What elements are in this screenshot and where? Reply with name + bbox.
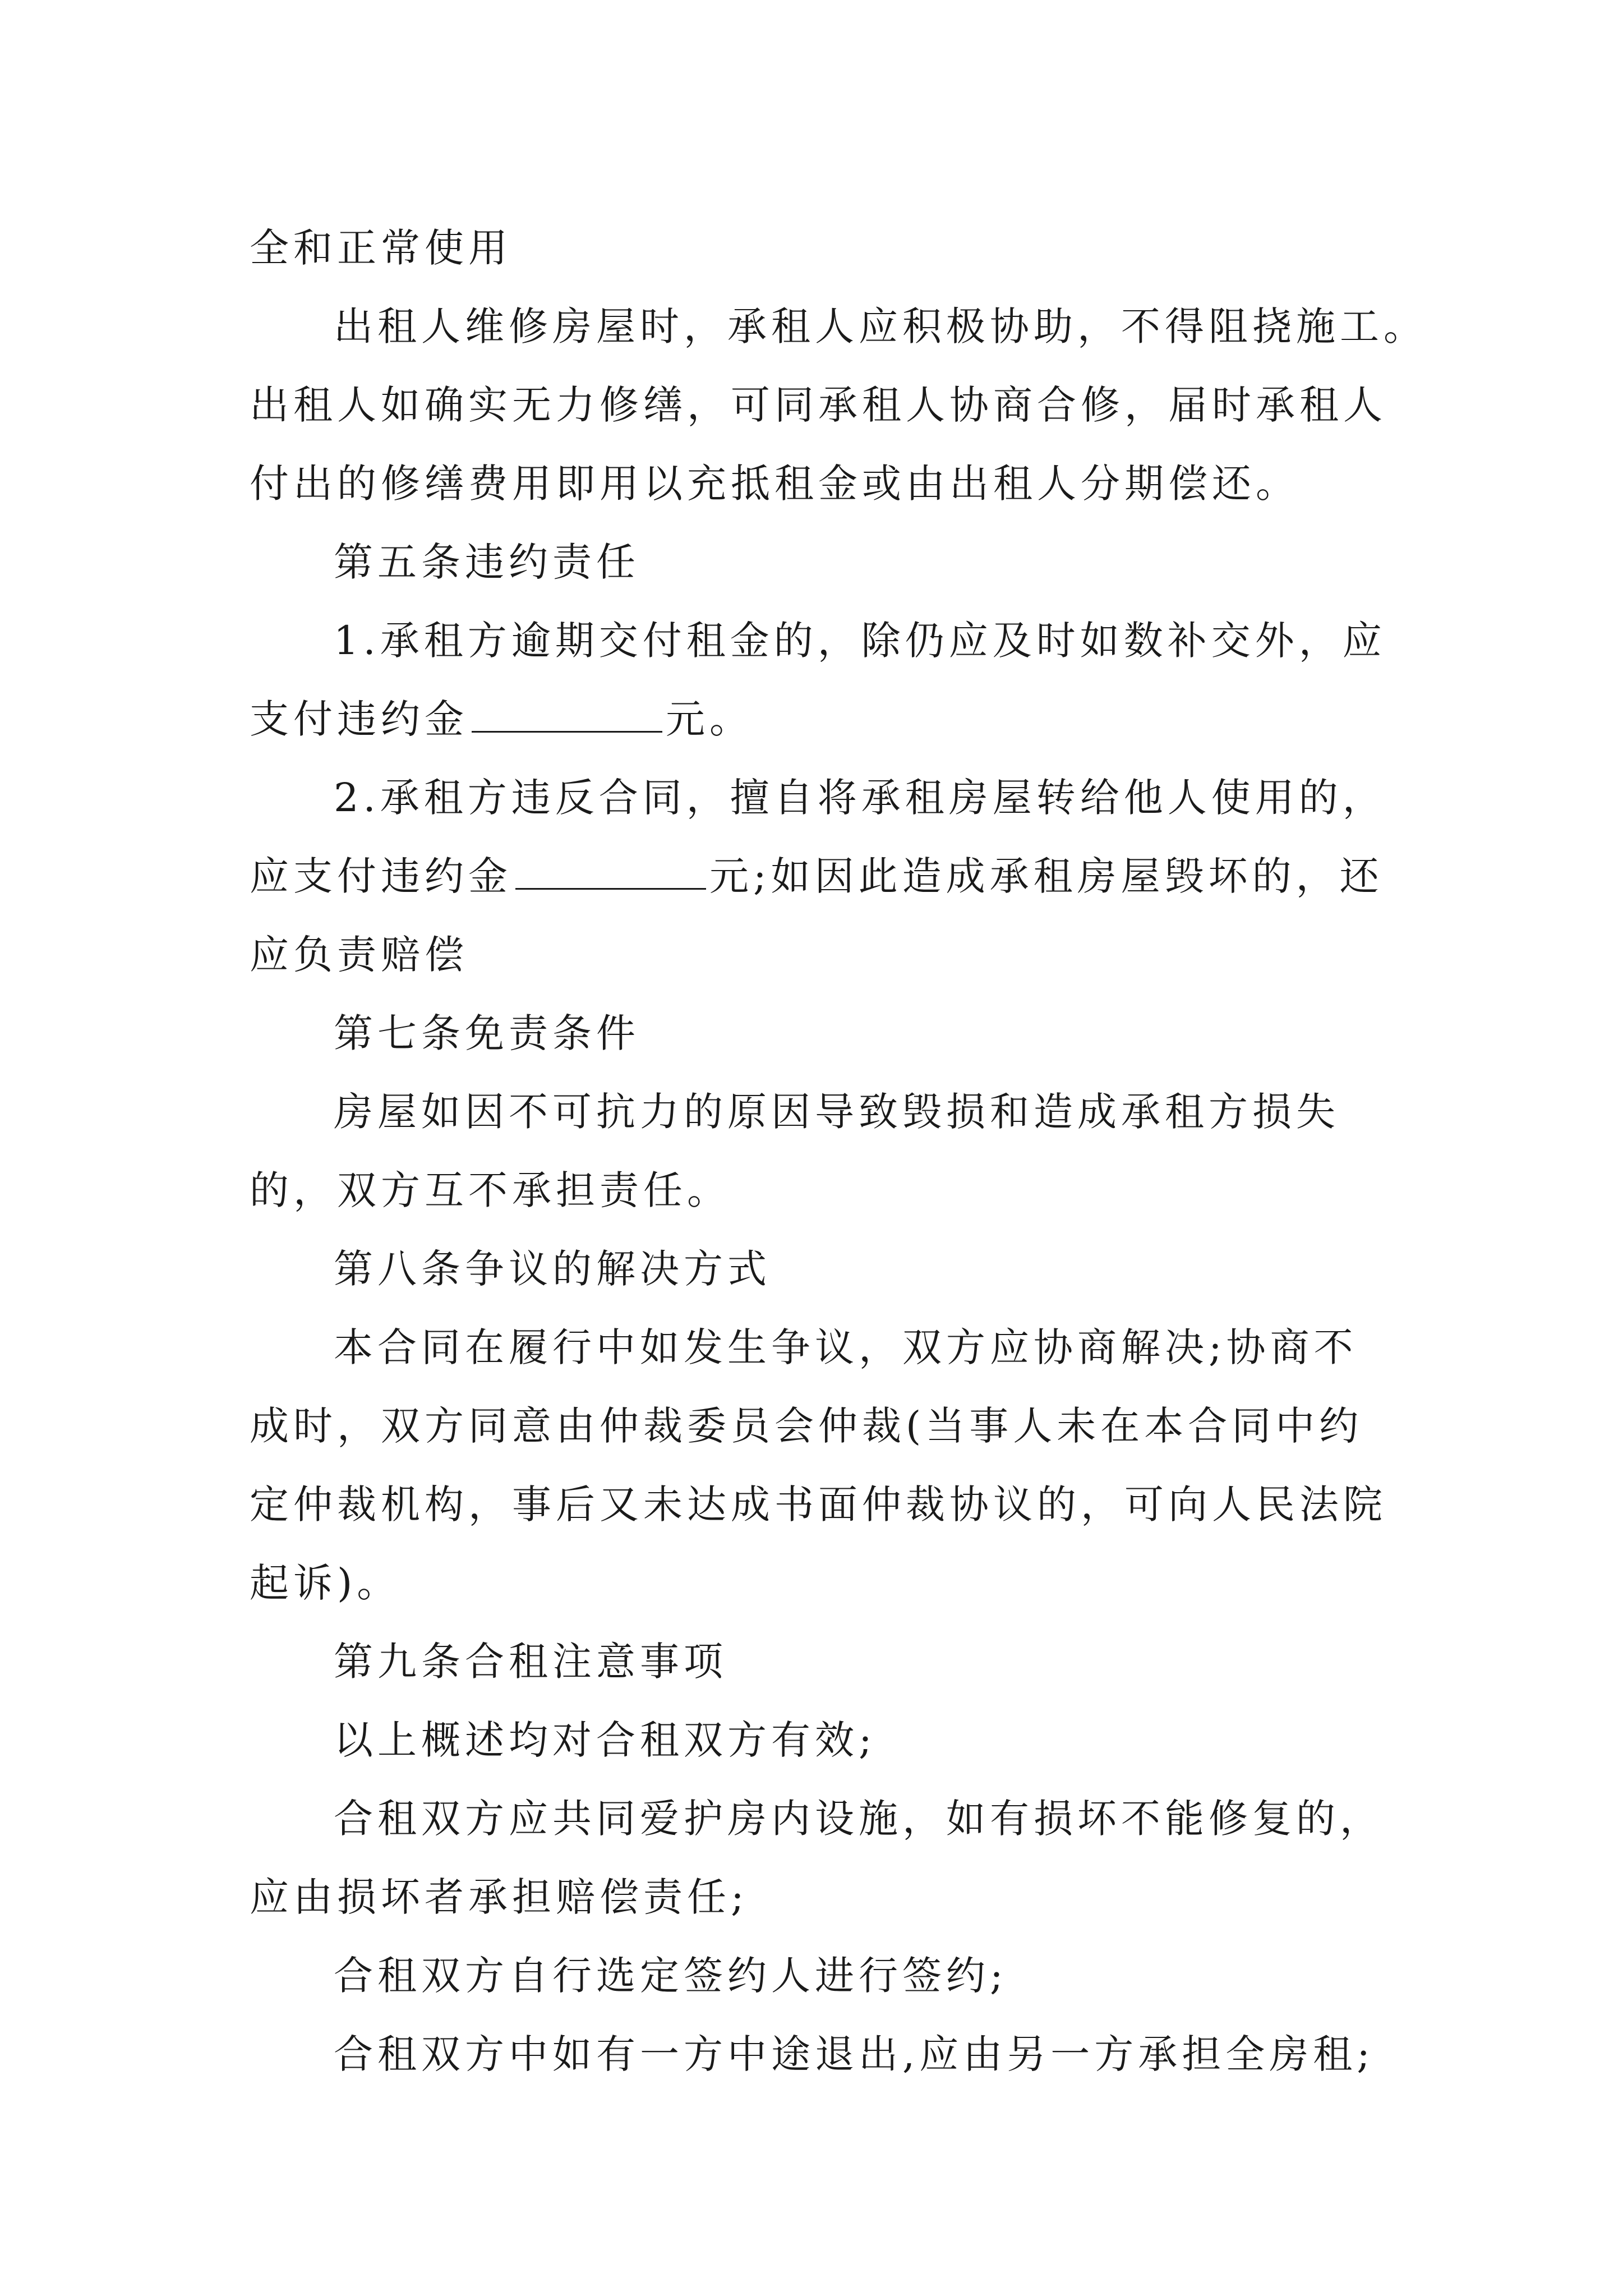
text-line: 出租人如确实无力修缮，可同承租人协商合修，届时承租人 [250, 382, 1387, 428]
text-line: 成时，双方同意由仲裁委员会仲裁(当事人未在本合同中约 [250, 1403, 1363, 1449]
fill-in-blank [515, 887, 706, 890]
text-line: 出租人维修房屋时，承租人应积极协助，不得阻挠施工。 [334, 303, 1427, 349]
text-line: 2.承租方违反合同，擅自将承租房屋转给他人使用的， [334, 775, 1386, 821]
text-line: 1.承租方逾期交付租金的，除仍应及时如数补交外，应 [334, 618, 1386, 664]
section-heading: 第七条免责条件 [334, 1010, 640, 1056]
text-line: 以上概述均对合租双方有效; [334, 1717, 877, 1763]
text-before-blank: 应支付违约金 [250, 853, 512, 899]
fill-in-blank [472, 730, 662, 733]
document-body [250, 209, 1427, 2093]
text-before-blank: 支付违约金 [250, 696, 468, 742]
text-line: 起诉)。 [250, 1560, 401, 1606]
text-line: 应由损坏者承担赔偿责任; [250, 1874, 749, 1920]
text-line: 合租双方自行选定签约人进行签约; [334, 1953, 1008, 1999]
text-line: 合租双方中如有一方中途退出,应由另一方承担全房租; [334, 2031, 1375, 2077]
text-line: 本合同在履行中如发生争议，双方应协商解决;协商不 [334, 1324, 1358, 1370]
text-line: 付出的修缮费用即用以充抵租金或由出租人分期偿还。 [250, 461, 1299, 507]
text-line-with-blank [250, 837, 1394, 915]
text-line: 全和正常使用 [250, 225, 512, 271]
text-after-blank: 元;如因此造成承租房屋毁坏的，还 [709, 853, 1384, 899]
text-line: 应负责赔偿 [250, 932, 468, 978]
text-line: 的，双方互不承担责任。 [250, 1167, 731, 1213]
text-line: 房屋如因不可抗力的原因导致毁损和造成承租方损失 [334, 1089, 1340, 1135]
section-heading: 第九条合租注意事项 [334, 1639, 727, 1685]
text-line-with-blank [250, 680, 1394, 758]
section-heading: 第五条违约责任 [334, 539, 640, 585]
text-line: 合租双方应共同爱护房内设施，如有损坏不能修复的， [334, 1796, 1384, 1842]
section-heading: 第八条争议的解决方式 [334, 1246, 771, 1292]
text-after-blank: 元。 [666, 696, 753, 742]
text-line: 定仲裁机构，事后又未达成书面仲裁协议的，可向人民法院 [250, 1481, 1387, 1527]
